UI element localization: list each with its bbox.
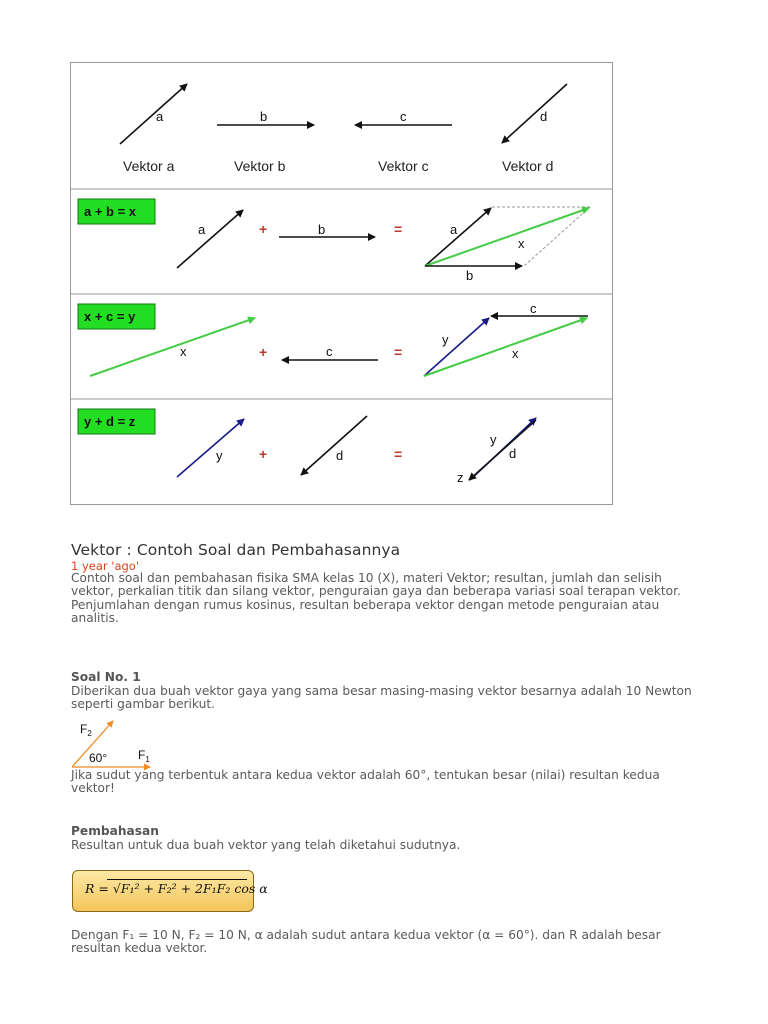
caption-vektor-d: Vektor d xyxy=(502,158,554,174)
equals-sign: = xyxy=(394,344,403,360)
equation-a-b-x: a + b = x xyxy=(84,204,137,219)
equation-y-d-z: y + d = z xyxy=(84,414,136,429)
label-z: z xyxy=(457,470,464,485)
label-a: a xyxy=(156,109,164,124)
label-b: b xyxy=(318,222,326,237)
question-text: Jika sudut yang terbentuk antara kedua vektor adalah 60°, tentukan besar (nilai) resultan kedua vektor! xyxy=(71,768,660,796)
closing-text: Dengan F₁ = 10 N, F₂ = 10 N, α adalah sudut antara kedua vektor (α = 60°). dan R adalah besar resultan kedua vektor. xyxy=(71,928,661,956)
pembahasan-text: Resultan untuk dua buah vektor yang telah diketahui sudutnya. xyxy=(71,838,461,852)
label-c: c xyxy=(530,301,537,316)
label-y: y xyxy=(216,448,223,463)
label-b: b xyxy=(466,268,474,283)
label-d: d xyxy=(540,109,548,124)
label-y: y xyxy=(490,432,497,447)
label-y: y xyxy=(442,332,449,347)
label-c: c xyxy=(326,344,333,359)
article-title: Vektor : Contoh Soal dan Pembahasannya xyxy=(71,541,401,559)
label-a: a xyxy=(450,222,458,237)
pembahasan-heading: Pembahasan xyxy=(71,824,159,838)
angle-label: 60° xyxy=(89,751,108,765)
formula-lhs: R = xyxy=(85,881,109,896)
formula-box xyxy=(72,870,268,912)
formula: R = √F₁² + F₂² + 2F₁F₂ cos α xyxy=(85,881,268,896)
plus-sign: + xyxy=(259,344,268,360)
soal-text: Diberikan dua buah vektor gaya yang sama besar masing-masing vektor besarnya adalah 10 Newton seperti gambar berikut. xyxy=(71,684,692,712)
article-date: 1 year 'ago' xyxy=(71,559,139,573)
plus-sign: + xyxy=(259,221,268,237)
label-d: d xyxy=(336,448,344,463)
label-f1: $F_1$ xyxy=(138,748,150,764)
plus-sign: + xyxy=(259,446,268,462)
caption-vektor-a: Vektor a xyxy=(123,158,175,174)
label-x: x xyxy=(180,344,187,359)
soal-heading: Soal No. 1 xyxy=(71,670,141,684)
caption-vektor-b: Vektor b xyxy=(234,158,286,174)
label-c: c xyxy=(400,109,407,124)
vector-diagram xyxy=(70,62,613,505)
label-d: d xyxy=(509,446,517,461)
article-intro: Contoh soal dan pembahasan fisika SMA kelas 10 (X), materi Vektor; resultan, jumlah dan selisih vektor, perkalian titik dan silang vektor, penguraian gaya dan beberapa variasi soal terapan vektor. Penjumlahan dengan rumus kosinus, resultan beberapa vektor dengan metode penguraian atau analitis. xyxy=(71,571,681,626)
caption-vektor-c: Vektor c xyxy=(378,158,429,174)
equals-sign: = xyxy=(394,446,403,462)
label-a: a xyxy=(198,222,206,237)
radical-bar xyxy=(107,879,247,880)
equals-sign: = xyxy=(394,221,403,237)
label-x: x xyxy=(518,236,525,251)
formula-rhs: F₁² + F₂² + 2F₁F₂ cos α xyxy=(120,881,268,896)
force-vectors-figure xyxy=(70,718,170,774)
label-x: x xyxy=(512,346,519,361)
equation-x-c-y: x + c = y xyxy=(84,309,136,324)
label-b: b xyxy=(260,109,268,124)
label-f2: $F_2$ xyxy=(80,722,92,738)
